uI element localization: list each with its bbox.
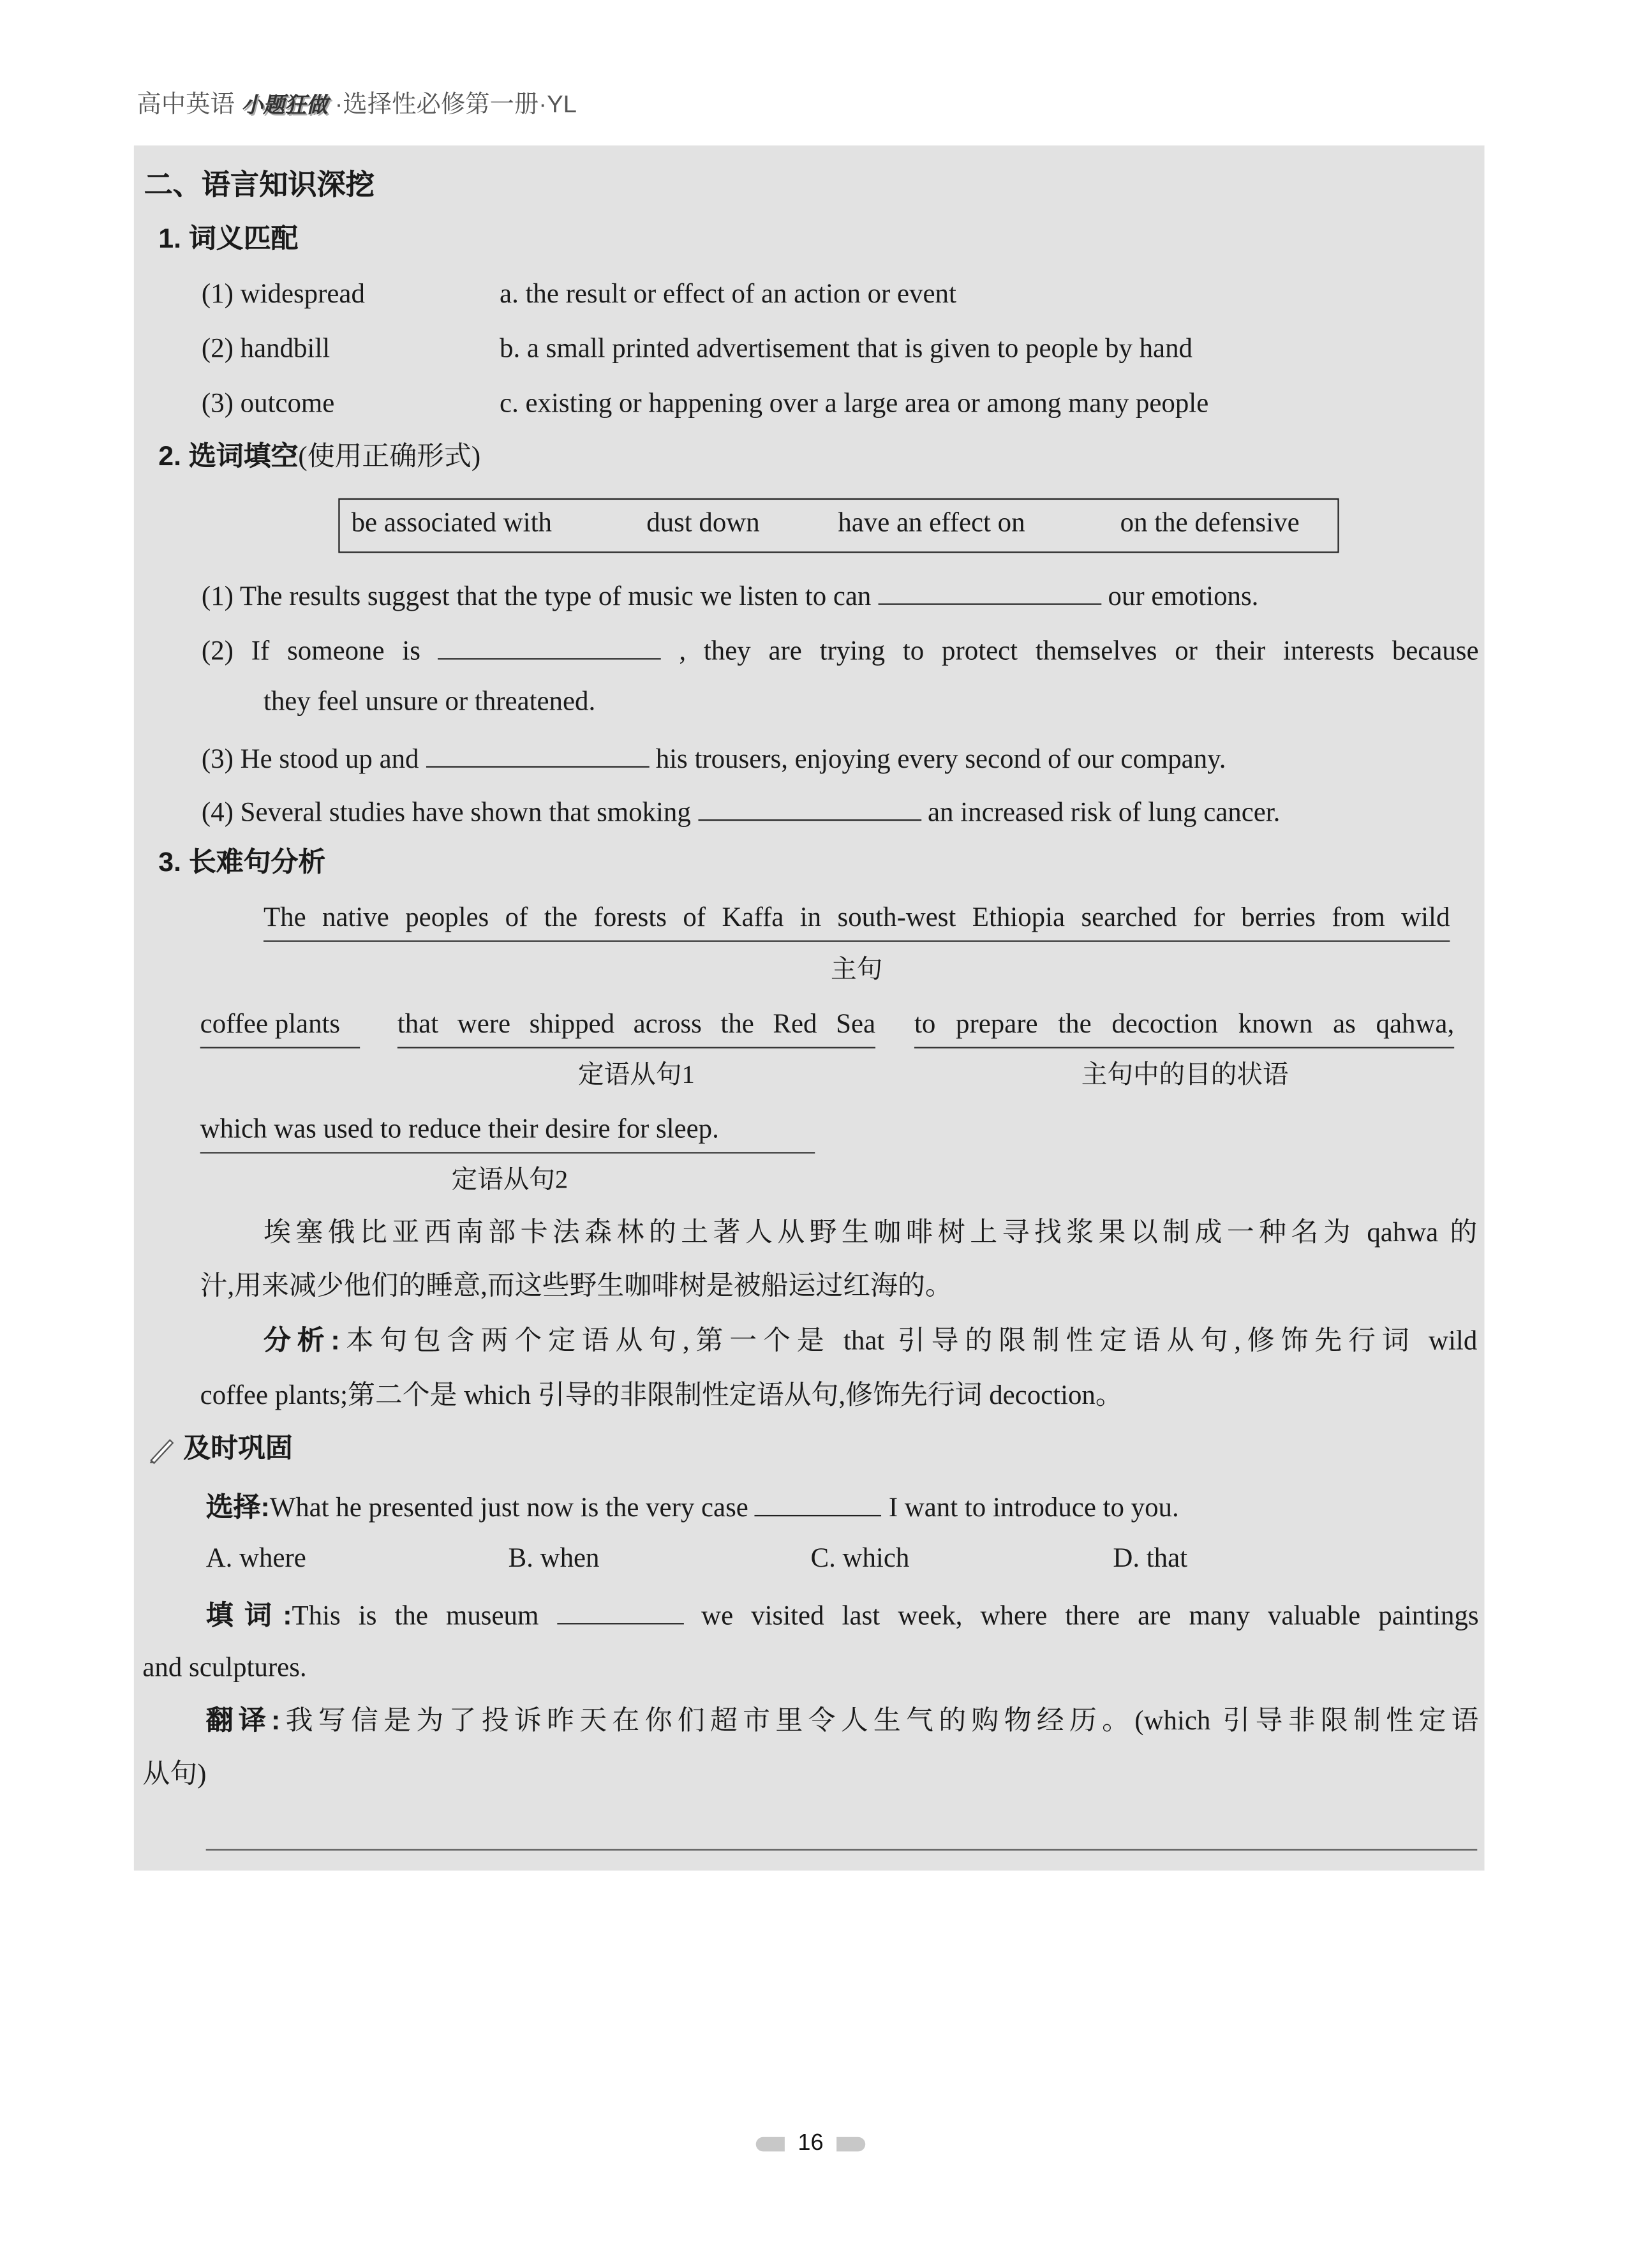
answer-blank[interactable]: [878, 578, 1101, 605]
fill-question-1: (1) The results suggest that the type of music we listen to can our emotions.: [202, 578, 1258, 612]
word-option: be associated with: [351, 508, 552, 539]
pencil-icon: [147, 1436, 175, 1465]
match-item-1: (1) widespread: [201, 279, 365, 310]
part2-title: 2. 选词填空(使用正确形式): [158, 442, 481, 473]
fill-word-question: 填词:This is the museum we visited last week, where there are many valuable paintings: [206, 1597, 1479, 1632]
answer-blank[interactable]: [438, 632, 662, 660]
label-purpose: 主句中的目的状语: [1081, 1059, 1289, 1089]
match-item-2: (2) handbill: [201, 334, 331, 364]
purpose-adverbial: to prepare the decoction known as qahwa,: [914, 1008, 1454, 1048]
analysis-line-1: 分析:本句包含两个定语从句,第一个是 that 引导的限制性定语从句,修饰先行词 wild: [263, 1326, 1478, 1357]
antecedent: coffee plants: [200, 1008, 360, 1048]
fill-question-2-cont: they feel unsure or threatened.: [263, 687, 596, 717]
answer-blank[interactable]: [426, 740, 649, 768]
analysis-line-2: coffee plants;第二个是 which 引导的非限制性定语从句,修饰先行词 decoction。: [200, 1381, 1123, 1412]
translation-line-2: 汁,用来减少他们的睡意,而这些野生咖啡树是被船运过红海的。: [200, 1271, 953, 1302]
option-b[interactable]: B. when: [508, 1544, 600, 1574]
fill-question-4: (4) Several studies have shown that smoking an increased risk of lung cancer.: [202, 793, 1281, 828]
page-header: [137, 84, 577, 119]
book-title: ·选择性必修第一册·YL: [334, 91, 577, 119]
label-attributive-2: 定语从句2: [451, 1165, 568, 1194]
fill-question-2: (2) If someone is , they are trying to protect themselves or their interests because: [202, 632, 1479, 667]
answer-line[interactable]: [206, 1849, 1478, 1850]
section-title: 二、语言知识深挖: [144, 170, 375, 202]
label-main-clause: 主句: [831, 955, 883, 984]
translate-question: 翻译:我写信是为了投诉昨天在你们超市里令人生气的购物经历。(which 引导非限制性定语: [205, 1706, 1479, 1737]
option-c[interactable]: C. which: [810, 1544, 910, 1574]
page-number: [756, 2128, 866, 2160]
practice-title: 及时巩固: [147, 1433, 293, 1467]
main-clause: The native peoples of the forests of Kaffa in south-west Ethiopia searched for berries from wild: [264, 902, 1450, 942]
series-logo: 小题狂做: [241, 93, 328, 119]
translate-question-cont: 从句): [142, 1759, 207, 1790]
word-option: on the defensive: [1120, 508, 1300, 539]
attributive-clause-1: that were shipped across the Red Sea: [397, 1008, 875, 1048]
option-d[interactable]: D. that: [1113, 1544, 1188, 1574]
translation-line-1: 埃塞俄比亚西南部卡法森林的土著人从野生咖啡树上寻找浆果以制成一种名为 qahwa 的: [263, 1218, 1478, 1249]
word-option: have an effect on: [838, 508, 1025, 539]
attributive-clause-2: which was used to reduce their desire for sleep.: [200, 1113, 815, 1153]
word-option: dust down: [646, 508, 760, 539]
label-attributive-1: 定语从句1: [578, 1059, 695, 1089]
answer-blank[interactable]: [556, 1597, 683, 1625]
option-a[interactable]: A. where: [205, 1544, 306, 1574]
part1-title: 1. 词义匹配: [158, 225, 299, 255]
subject: 高中英语: [137, 91, 235, 119]
part3-title: 3. 长难句分析: [158, 848, 326, 879]
word-bank: [338, 498, 1339, 553]
answer-blank[interactable]: [755, 1489, 882, 1516]
match-def-b: b. a small printed advertisement that is given to people by hand: [500, 334, 1192, 364]
choice-question: 选择:What he presented just now is the very case I want to introduce to you.: [206, 1489, 1179, 1523]
page-number-text: 16: [798, 2131, 824, 2156]
fill-word-question-cont: and sculptures.: [142, 1653, 307, 1683]
answer-blank[interactable]: [698, 793, 921, 821]
match-def-a: a. the result or effect of an action or event: [500, 279, 956, 310]
fill-question-3: (3) He stood up and his trousers, enjoying every second of our company.: [202, 740, 1226, 775]
match-def-c: c. existing or happening over a large area or among many people: [500, 389, 1209, 419]
match-item-3: (3) outcome: [201, 389, 335, 419]
